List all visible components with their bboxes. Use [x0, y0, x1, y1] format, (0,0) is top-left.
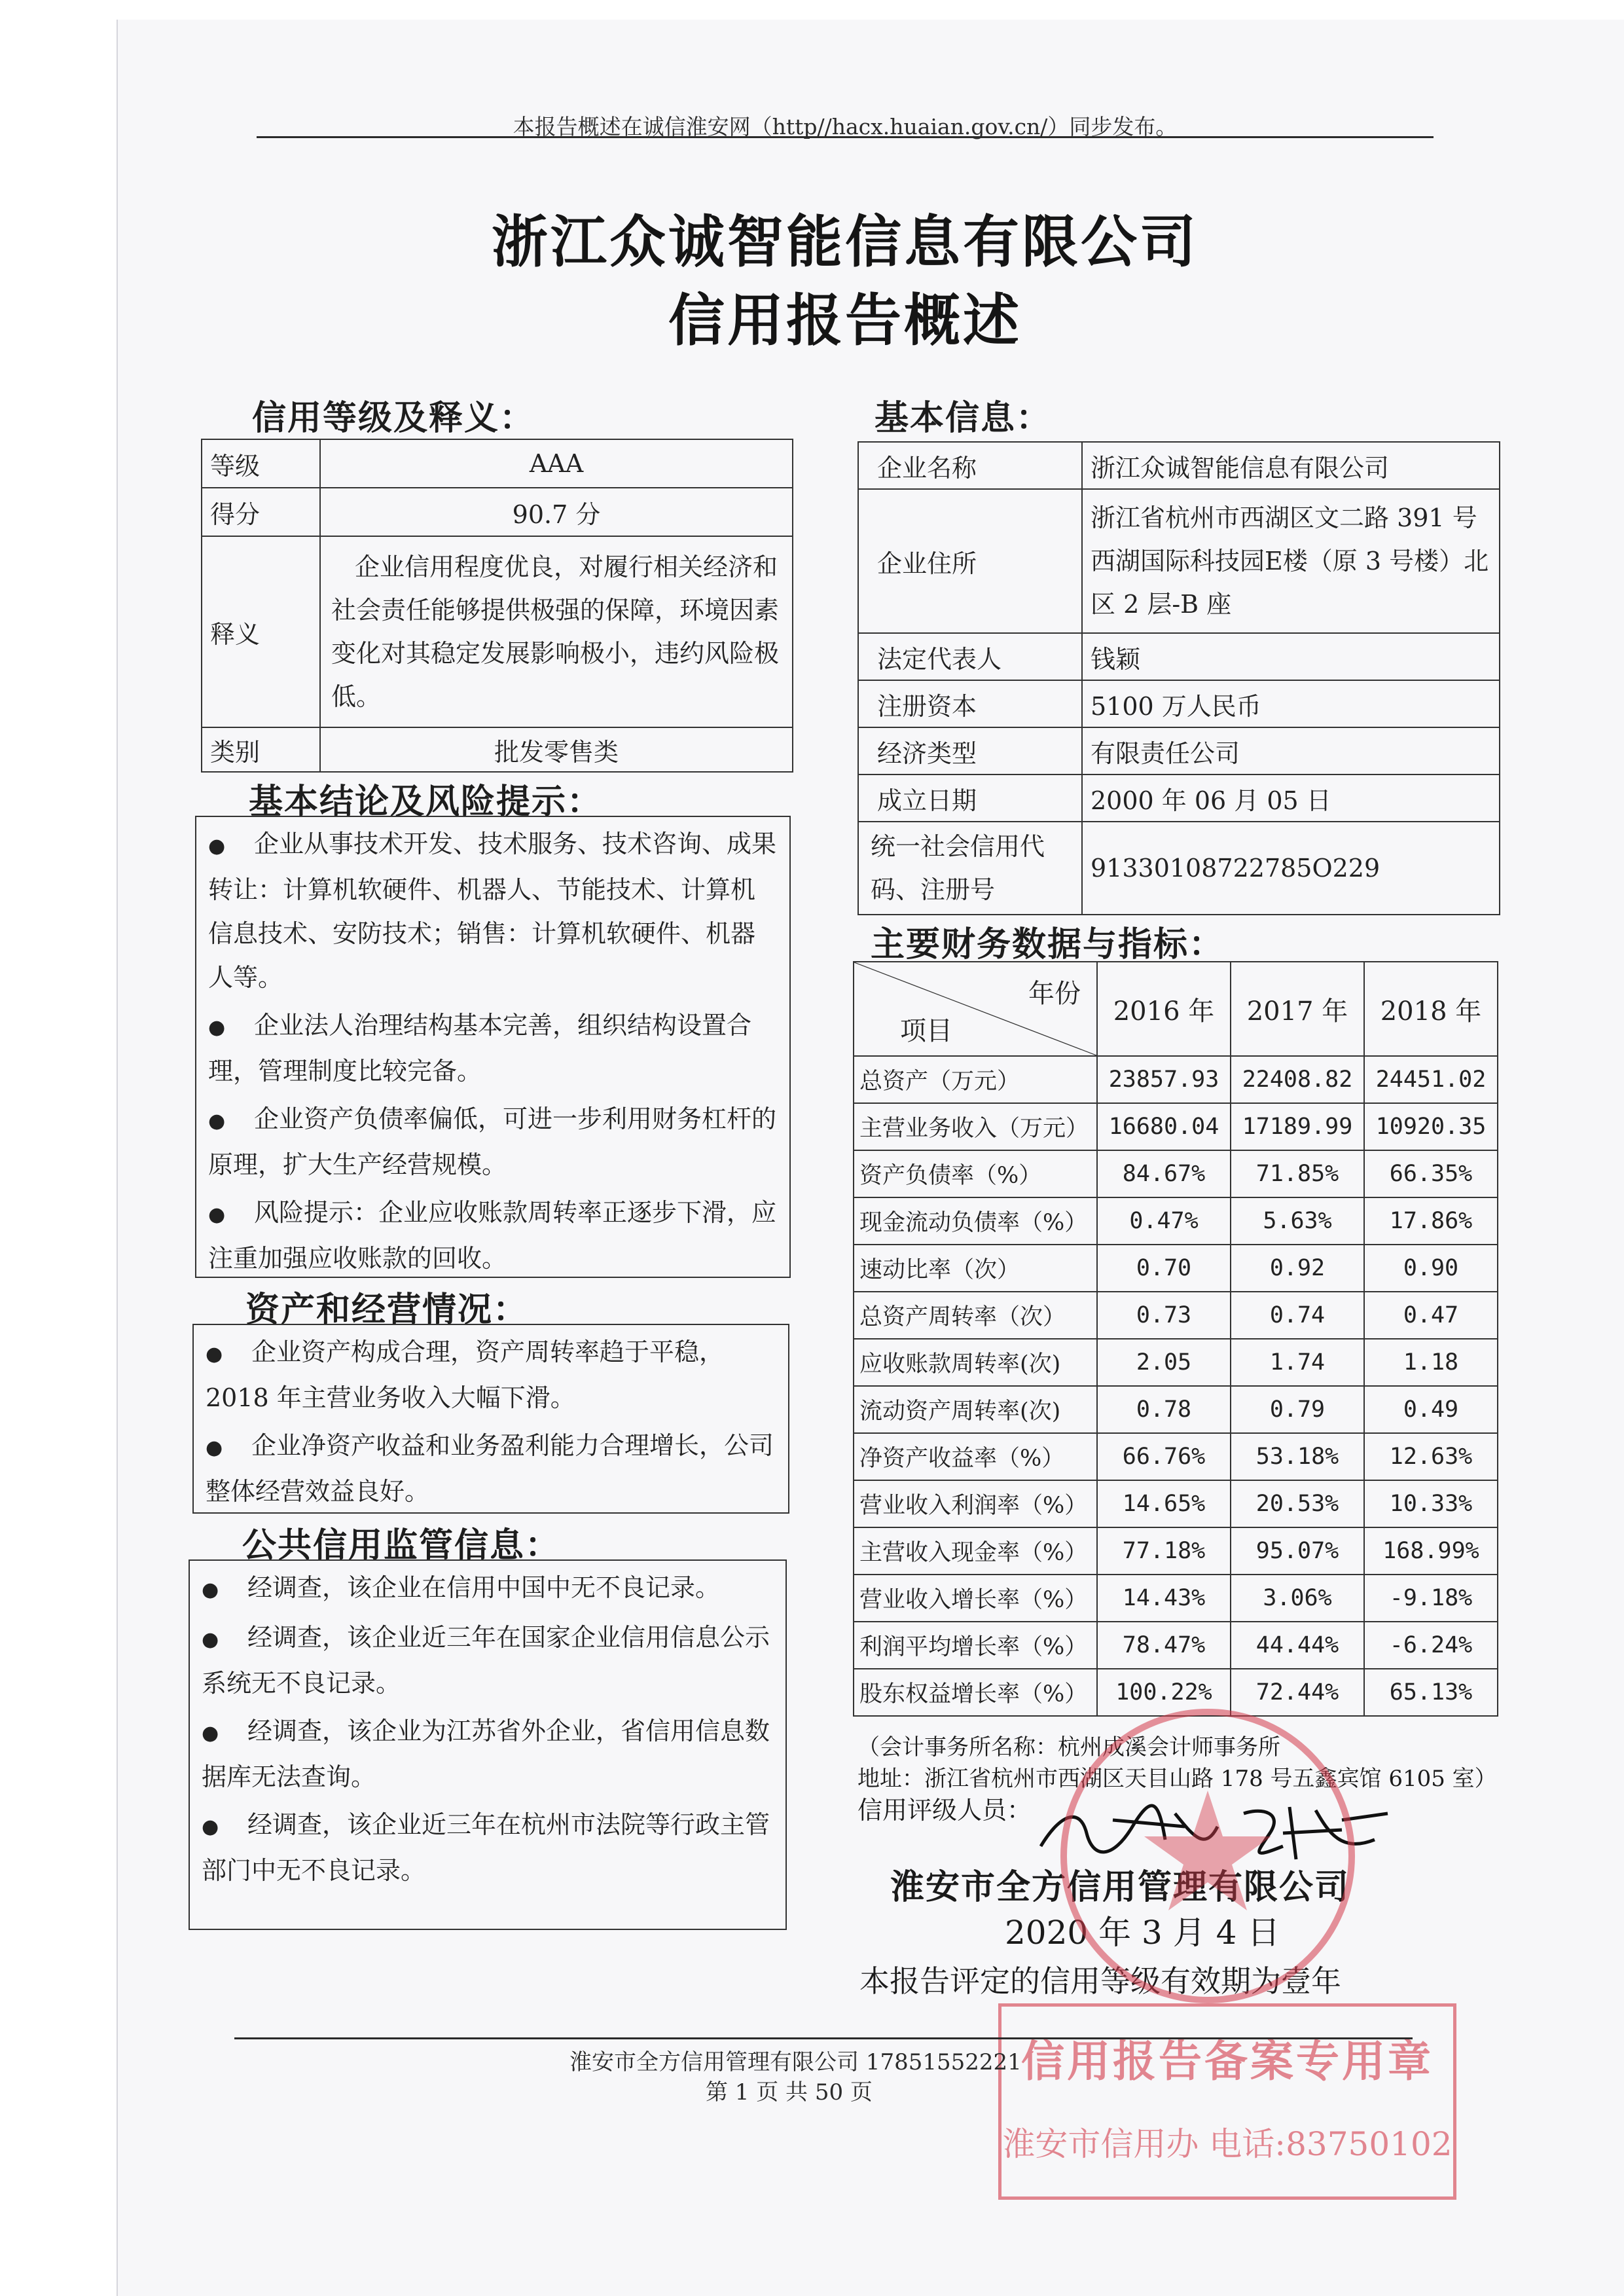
issue-date: 2020 年 3 月 4 日 — [1005, 1914, 1280, 1952]
fin-row — [854, 1245, 1498, 1292]
basic-info-table — [857, 441, 1500, 915]
fin-value: 14.65% — [1097, 1480, 1231, 1527]
fin-value: 2.05 — [1097, 1339, 1231, 1386]
info-label: 经济类型 — [858, 727, 1082, 774]
fin-value: 10920.35 — [1364, 1103, 1498, 1150]
fin-value: 71.85% — [1231, 1150, 1364, 1197]
bullet-icon: ● — [208, 835, 226, 858]
conclusion-item: ● 企业资产负债率偏低，可进一步利用财务杠杆的原理，扩大生产经营规模。 — [208, 1097, 778, 1187]
fin-value: 0.47 — [1364, 1292, 1498, 1339]
stamp-contact: 淮安市信用办 电话:83750102 — [1002, 2125, 1453, 2163]
fin-value: 53.18% — [1231, 1433, 1364, 1480]
info-row — [858, 822, 1500, 915]
fin-value: 23857.93 — [1097, 1056, 1231, 1103]
info-row — [858, 727, 1500, 774]
fin-header-row — [854, 962, 1498, 1056]
fin-value: 1.74 — [1231, 1339, 1364, 1386]
score-row — [202, 488, 793, 536]
definition-label: 释义 — [202, 536, 320, 727]
fin-value: 0.74 — [1231, 1292, 1364, 1339]
info-value: 5100 万人民币 — [1082, 680, 1500, 727]
info-row — [858, 489, 1500, 633]
bullet-icon: ● — [208, 1110, 226, 1133]
public-credit-item: ● 经调查，该企业近三年在杭州市法院等行政主管部门中无不良记录。 — [202, 1803, 774, 1893]
fin-row-label: 速动比率（次） — [854, 1245, 1097, 1292]
fin-value: 3.06% — [1231, 1575, 1364, 1622]
fin-row — [854, 1480, 1498, 1527]
fin-row-label: 股东权益增长率（%） — [854, 1669, 1097, 1716]
fin-row — [854, 1575, 1498, 1622]
bullet-icon: ● — [208, 1016, 226, 1039]
fin-value: 0.78 — [1097, 1386, 1231, 1433]
fin-row-label: 现金流动负债率（%） — [854, 1197, 1097, 1245]
fin-value: -6.24% — [1364, 1622, 1498, 1669]
header-rule — [257, 136, 1434, 138]
footer-page: 第 1 页 共 50 页 — [706, 2079, 873, 2105]
corner-item-label: 项目 — [900, 1016, 952, 1046]
fin-row — [854, 1433, 1498, 1480]
publication-notice: 本报告概述在诚信淮安网（http//hacx.huaian.gov.cn/）同步发布。 — [513, 114, 1178, 139]
conclusion-item: ● 企业法人治理结构基本完善，组织结构设置合理，管理制度比较完备。 — [208, 1004, 778, 1093]
fin-value: 22408.82 — [1231, 1056, 1364, 1103]
fin-value: 0.79 — [1231, 1386, 1364, 1433]
fin-value: 65.13% — [1364, 1669, 1498, 1716]
fin-row — [854, 1197, 1498, 1245]
year-header: 2016 年 — [1097, 962, 1231, 1056]
issuer-name: 淮安市全方信用管理有限公司 — [890, 1867, 1350, 1907]
score-label: 得分 — [202, 488, 320, 536]
public-credit-heading: 公共信用监管信息： — [242, 1525, 561, 1565]
fin-value: 72.44% — [1231, 1669, 1364, 1716]
info-row — [858, 680, 1500, 727]
fin-value: 0.70 — [1097, 1245, 1231, 1292]
fin-row-label: 主营收入现金率（%） — [854, 1527, 1097, 1575]
fin-value: -9.18% — [1364, 1575, 1498, 1622]
public-credit-item: ● 经调查，该企业为江苏省外企业，省信用信息数据库无法查询。 — [202, 1709, 774, 1799]
raters-label: 信用评级人员： — [857, 1796, 1032, 1825]
fin-value: 0.90 — [1364, 1245, 1498, 1292]
credit-grade-heading: 信用等级及释义： — [252, 398, 535, 438]
financials-heading: 主要财务数据与指标： — [871, 924, 1225, 964]
bullet-icon: ● — [208, 1203, 226, 1226]
conclusion-item: ● 企业从事技术开发、技术服务、技术咨询、成果转让：计算机软硬件、机器人、节能技术、计算机信息技术、安防技术；销售：计算机软硬件、机器人等。 — [208, 822, 778, 1000]
fin-value: 100.22% — [1097, 1669, 1231, 1716]
basic-info-heading: 基本信息： — [875, 398, 1052, 438]
fin-row — [854, 1292, 1498, 1339]
info-label: 统一社会信用代码、注册号 — [858, 822, 1082, 915]
fin-value: 17189.99 — [1231, 1103, 1364, 1150]
fin-row — [854, 1339, 1498, 1386]
fin-value: 0.92 — [1231, 1245, 1364, 1292]
category-row — [202, 727, 793, 772]
operations-heading: 资产和经营情况： — [245, 1290, 529, 1330]
info-value: 2000 年 06 月 05 日 — [1082, 774, 1500, 822]
credit-grade-table — [201, 439, 793, 773]
info-label: 企业住所 — [858, 489, 1082, 633]
fin-row-label: 净资产收益率（%） — [854, 1433, 1097, 1480]
fin-value: 17.86% — [1364, 1197, 1498, 1245]
fin-row-label: 应收账款周转率(次) — [854, 1339, 1097, 1386]
corner-year-label: 年份 — [1028, 979, 1081, 1009]
info-value: 有限责任公司 — [1082, 727, 1500, 774]
operations-item: ● 企业净资产收益和业务盈利能力合理增长，公司整体经营效益良好。 — [206, 1424, 776, 1514]
fin-value: 95.07% — [1231, 1527, 1364, 1575]
info-label: 企业名称 — [858, 442, 1082, 489]
fin-value: 12.63% — [1364, 1433, 1498, 1480]
fin-row-label: 资产负债率（%） — [854, 1150, 1097, 1197]
fin-row — [854, 1527, 1498, 1575]
info-value: 浙江众诚智能信息有限公司 — [1082, 442, 1500, 489]
fin-value: 16680.04 — [1097, 1103, 1231, 1150]
info-row — [858, 774, 1500, 822]
fin-value: 24451.02 — [1364, 1056, 1498, 1103]
auditor-address: 地址：浙江省杭州市西湖区天目山路 178 号五鑫宾馆 6105 室） — [857, 1766, 1497, 1792]
category-value: 批发零售类 — [320, 727, 793, 772]
fin-corner-cell — [854, 962, 1097, 1056]
validity-statement: 本报告评定的信用等级有效期为壹年 — [859, 1963, 1341, 1999]
bullet-icon: ● — [202, 1628, 219, 1651]
financials-table — [853, 961, 1498, 1717]
fin-row-label: 营业收入利润率（%） — [854, 1480, 1097, 1527]
footer-company: 淮安市全方信用管理有限公司 17851552221 — [569, 2049, 1022, 2075]
fin-body — [854, 1056, 1498, 1716]
year-header: 2018 年 — [1364, 962, 1498, 1056]
fin-value: 10.33% — [1364, 1480, 1498, 1527]
info-value: 91330108722785O229 — [1082, 822, 1500, 915]
public-credit-item: ● 经调查，该企业近三年在国家企业信用信息公示系统无不良记录。 — [202, 1616, 774, 1705]
fin-row — [854, 1386, 1498, 1433]
fin-value: 0.49 — [1364, 1386, 1498, 1433]
bullet-icon: ● — [206, 1343, 223, 1366]
fin-value: 0.73 — [1097, 1292, 1231, 1339]
fin-value: 66.76% — [1097, 1433, 1231, 1480]
fin-row-label: 主营业务收入（万元） — [854, 1103, 1097, 1150]
filing-stamp — [998, 2003, 1456, 2200]
fin-value: 20.53% — [1231, 1480, 1364, 1527]
company-title: 浙江众诚智能信息有限公司 — [492, 209, 1199, 275]
info-label: 法定代表人 — [858, 633, 1082, 680]
fin-value: 1.18 — [1364, 1339, 1498, 1386]
bullet-icon: ● — [202, 1815, 219, 1838]
footer-rule — [234, 2037, 1413, 2039]
fin-value: 0.47% — [1097, 1197, 1231, 1245]
fin-value: 5.63% — [1231, 1197, 1364, 1245]
fin-row-label: 营业收入增长率（%） — [854, 1575, 1097, 1622]
company-seal-icon — [1054, 1702, 1362, 2010]
score-value: 90.7 分 — [320, 488, 793, 536]
conclusions-box — [195, 816, 791, 1278]
public-credit-box — [189, 1559, 787, 1930]
operations-item: ● 企业资产构成合理，资产周转率趋于平稳，2018 年主营业务收入大幅下滑。 — [206, 1330, 776, 1420]
fin-value: 77.18% — [1097, 1527, 1231, 1575]
conclusion-item: ● 风险提示：企业应收账款周转率正逐步下滑，应注重加强应收账款的回收。 — [208, 1191, 778, 1281]
fin-value: 44.44% — [1231, 1622, 1364, 1669]
grade-value: AAA — [320, 439, 793, 488]
fin-row-label: 流动资产周转率(次) — [854, 1386, 1097, 1433]
bullet-icon: ● — [202, 1722, 219, 1745]
info-label: 注册资本 — [858, 680, 1082, 727]
report-subtitle: 信用报告概述 — [668, 287, 1022, 354]
fin-value: 66.35% — [1364, 1150, 1498, 1197]
grade-row — [202, 439, 793, 488]
info-value: 浙江省杭州市西湖区文二路 391 号西湖国际科技园E楼（原 3 号楼）北区 2 层-B 座 — [1082, 489, 1500, 633]
definition-value: 企业信用程度优良，对履行相关经济和社会责任能够提供极强的保障，环境因素变化对其稳定发展影响极小，违约风险极低。 — [320, 536, 793, 727]
fin-row — [854, 1150, 1498, 1197]
operations-box — [192, 1324, 789, 1514]
category-label: 类别 — [202, 727, 320, 772]
conclusions-heading: 基本结论及风险提示： — [249, 782, 603, 822]
auditor-name: （会计事务所名称：杭州成溪会计师事务所 — [857, 1734, 1280, 1760]
info-value: 钱颖 — [1082, 633, 1500, 680]
public-credit-item: ● 经调查，该企业在信用中国中无不良记录。 — [202, 1566, 774, 1612]
fin-row-label: 总资产周转率（次） — [854, 1292, 1097, 1339]
year-header: 2017 年 — [1231, 962, 1364, 1056]
fin-row — [854, 1103, 1498, 1150]
stamp-title: 信用报告备案专用章 — [1021, 2035, 1434, 2086]
fin-row-label: 总资产（万元） — [854, 1056, 1097, 1103]
grade-label: 等级 — [202, 439, 320, 488]
fin-row-label: 利润平均增长率（%） — [854, 1622, 1097, 1669]
fin-value: 14.43% — [1097, 1575, 1231, 1622]
definition-row — [202, 536, 793, 727]
info-row — [858, 442, 1500, 489]
fin-value: 78.47% — [1097, 1622, 1231, 1669]
bullet-icon: ● — [206, 1436, 223, 1459]
info-label: 成立日期 — [858, 774, 1082, 822]
fin-value: 168.99% — [1364, 1527, 1498, 1575]
fin-value: 84.67% — [1097, 1150, 1231, 1197]
bullet-icon: ● — [202, 1578, 219, 1601]
fin-row — [854, 1056, 1498, 1103]
fin-row — [854, 1622, 1498, 1669]
info-row — [858, 633, 1500, 680]
